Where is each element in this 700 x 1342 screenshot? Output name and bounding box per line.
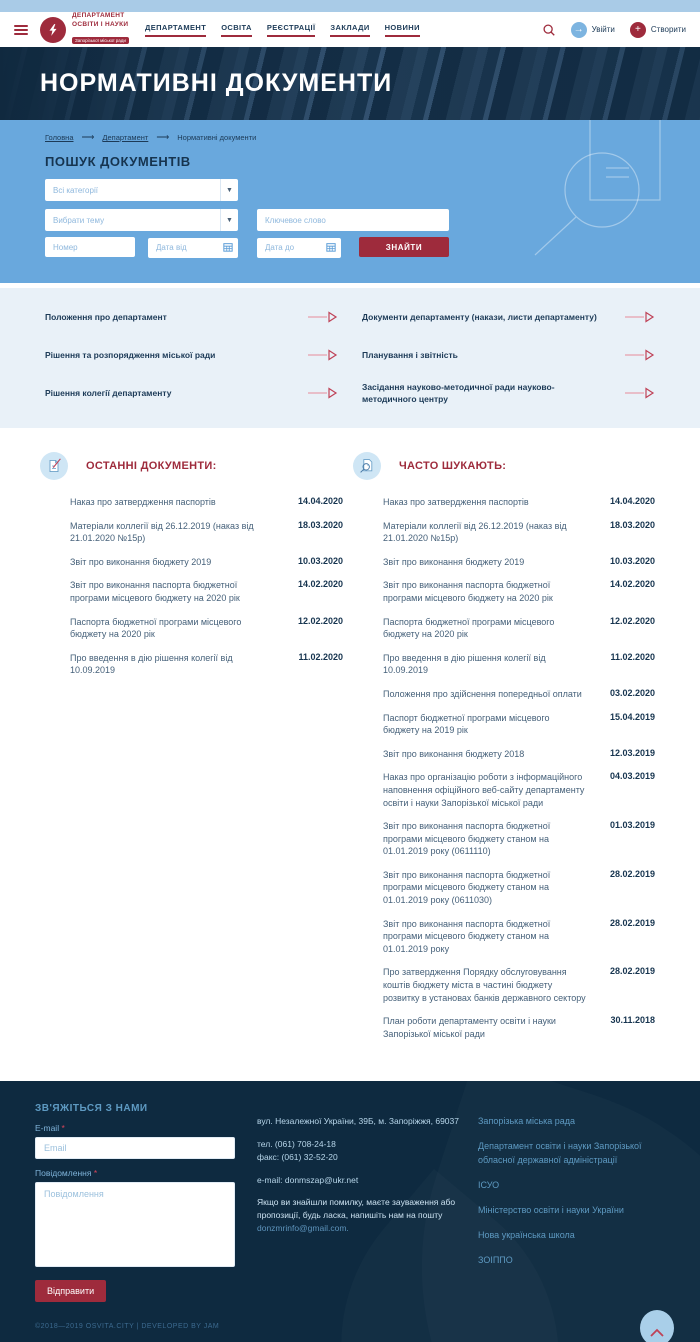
message-field[interactable] [35, 1182, 235, 1267]
login-label: Увійти [591, 25, 615, 34]
number-input[interactable] [45, 237, 135, 257]
contact-info [257, 1103, 462, 1302]
document-date: 03.02.2020 [609, 687, 655, 698]
document-date: 15.04.2019 [609, 711, 655, 722]
document-date: 01.03.2019 [609, 820, 655, 831]
address-line: вул. Незалежної України, 39Б, м. Запоріжжя, 69037 [257, 1116, 459, 1127]
arrow-right-icon [308, 387, 338, 399]
date-from-input[interactable] [148, 238, 238, 258]
document-row[interactable] [383, 748, 655, 761]
document-row[interactable] [383, 556, 655, 569]
logo-line1: ДЕПАРТАМЕНТ [72, 12, 125, 20]
search-title: ПОШУК ДОКУМЕНТІВ [45, 154, 191, 169]
document-date: 12.03.2019 [609, 747, 655, 758]
phone-line: тел. (061) 708-24-18 [257, 1139, 336, 1150]
login-arrow-icon: → [571, 22, 587, 38]
document-title: Звіт про виконання паспорта бюджетної програми місцевого бюджету станом на 01.01.2019 року (0611110) [383, 821, 551, 857]
message-label: Повідомлення * [35, 1168, 98, 1179]
quick-link-label: Документи департаменту (накази, листи департаменту) [362, 311, 597, 322]
document-date: 14.02.2020 [297, 579, 343, 590]
header [0, 12, 700, 47]
document-row[interactable] [383, 820, 655, 858]
login-button[interactable] [571, 22, 615, 38]
quick-link[interactable] [362, 304, 655, 330]
breadcrumb-current: Нормативні документи [177, 133, 257, 142]
document-title: Звіт про виконання паспорта бюджетної програми місцевого бюджету станом на 01.01.2019 року [383, 918, 551, 954]
feedback-note: Якщо ви знайшли помилку, маєте зауваження або пропозиції, будь ласка, напишіть нам на пошту donzmrinfo@gmail.com. [257, 1197, 456, 1233]
chevron-down-icon: ▼ [220, 209, 238, 231]
email-field[interactable] [35, 1137, 235, 1159]
document-title: Паспорта бюджетної програми місцевого бюджету на 2020 рік [383, 616, 555, 640]
nav-item[interactable]: ЗАКЛАДИ [330, 23, 369, 37]
document-title: Матеріали коллегії від 26.12.2019 (наказ від 21.01.2020 №15р) [383, 520, 567, 544]
quick-link[interactable] [362, 380, 655, 406]
plus-icon: + [630, 22, 646, 38]
document-row[interactable] [383, 652, 655, 677]
footer-link[interactable]: Нова українська школа [478, 1229, 575, 1240]
search-section [0, 120, 700, 283]
document-date: 28.02.2019 [609, 917, 655, 928]
document-title: Звіт про виконання паспорта бюджетної програми місцевого бюджету на 2020 рік [70, 580, 240, 603]
top-strip [0, 0, 700, 12]
frequent-documents-list [353, 496, 655, 1040]
frequent-documents-title: ЧАСТО ШУКАЮТЬ: [399, 460, 507, 472]
logo-subtitle: Запорізької міської ради [72, 37, 129, 44]
footer-link[interactable]: Департамент освіти і науки Запорізької обласної державної адміністрації [478, 1141, 642, 1165]
scroll-to-top-button[interactable] [640, 1310, 674, 1342]
quick-link[interactable] [45, 304, 338, 330]
document-row[interactable] [383, 688, 655, 701]
document-date: 12.02.2020 [297, 615, 343, 626]
find-button[interactable]: ЗНАЙТИ [359, 237, 449, 257]
document-title: Звіт про виконання бюджету 2019 [383, 556, 525, 567]
document-row[interactable] [383, 616, 655, 641]
document-date: 11.02.2020 [298, 651, 343, 662]
document-row[interactable] [70, 496, 343, 509]
document-date: 04.03.2019 [609, 771, 655, 782]
arrow-right-icon [308, 311, 338, 323]
document-row[interactable] [383, 1015, 655, 1040]
document-date: 12.02.2020 [609, 615, 655, 626]
logo-bolt-icon [40, 17, 66, 43]
document-title: Звіт про виконання паспорта бюджетної програми місцевого бюджету станом на 01.01.2019 року (0611030) [383, 869, 551, 906]
document-date: 10.03.2020 [609, 555, 655, 566]
document-row[interactable] [70, 579, 343, 604]
logo-line2: ОСВІТИ І НАУКИ [72, 20, 129, 28]
document-date: 28.02.2019 [609, 868, 655, 879]
logo-text [72, 12, 129, 46]
quick-link-label: Засідання науково-методичної ради науково-методичного центру [362, 381, 555, 404]
document-row[interactable] [70, 652, 343, 677]
chevron-up-icon [649, 1328, 665, 1337]
document-date: 14.04.2020 [609, 496, 655, 506]
category-select-value: Всі категорії [53, 185, 98, 195]
document-title: План роботи департаменту освіти і науки Запорізької міської ради [383, 1016, 556, 1039]
category-select[interactable] [45, 179, 238, 201]
arrow-right-icon [625, 311, 655, 323]
arrow-right-icon [625, 387, 655, 399]
arrow-right-icon [625, 349, 655, 361]
keyword-input[interactable] [257, 209, 449, 231]
logo[interactable] [40, 12, 129, 46]
hero-banner [0, 47, 700, 120]
breadcrumb [45, 132, 700, 143]
nav-item[interactable]: РЕЄСТРАЦІЇ [267, 23, 316, 37]
footer [0, 1081, 700, 1342]
quick-link-label: Планування і звітність [362, 349, 458, 360]
document-date: 18.03.2020 [609, 519, 655, 530]
footer-link[interactable]: ЗОІППО [478, 1254, 513, 1265]
menu-icon[interactable] [14, 25, 28, 35]
document-title: Про введення в дію рішення колегії від 10.09.2019 [383, 652, 546, 676]
quick-link-label: Рішення колегії департаменту [45, 387, 172, 398]
recent-documents-list [40, 496, 343, 677]
document-title: Звіт про виконання бюджету 2018 [383, 748, 525, 759]
quick-link[interactable] [45, 342, 338, 368]
footer-link[interactable]: Запорізька міська рада [478, 1116, 576, 1127]
document-title: Матеріали коллегії від 26.12.2019 (наказ від 21.01.2020 №15р) [70, 520, 254, 544]
breadcrumb-arrow-icon: ⟶ [156, 132, 170, 142]
document-search-icon [353, 452, 381, 480]
contact-title: ЗВ'ЯЖІТЬСЯ З НАМИ [35, 1103, 148, 1115]
recent-documents-title: ОСТАННІ ДОКУМЕНТИ: [86, 460, 217, 472]
nav-item[interactable]: ДЕПАРТАМЕНТ [145, 23, 206, 37]
footer-links [478, 1103, 665, 1302]
copyright: ©2018—2019 OSVITA.CITY | DEVELOPED BY JAM [35, 1323, 220, 1331]
fax-line: факс: (061) 32-52-20 [257, 1151, 338, 1162]
document-title: Паспорта бюджетної програми місцевого бюджету на 2020 рік [70, 616, 242, 640]
document-row[interactable] [383, 712, 655, 737]
document-row[interactable] [70, 616, 343, 641]
document-title: Про затвердження Порядку обслуговування коштів бюджету міста в частині бюджету розвитку в установах банків державного сектору [383, 967, 586, 1003]
document-row[interactable] [383, 579, 655, 604]
gmail-link[interactable]: donzmrinfo@gmail.com. [257, 1222, 349, 1233]
document-date: 14.02.2020 [609, 579, 655, 590]
quick-links-section [0, 288, 700, 428]
footer-link[interactable]: Міністерство освіти і науки України [478, 1204, 624, 1215]
date-to-field [257, 237, 341, 258]
date-from-field [148, 237, 238, 258]
topic-select[interactable] [45, 209, 238, 231]
quick-link[interactable] [45, 380, 338, 406]
document-row[interactable] [383, 520, 655, 545]
document-row[interactable] [383, 496, 655, 509]
document-row[interactable] [383, 869, 655, 907]
document-date: 11.02.2020 [610, 651, 655, 662]
phone-fax-block [257, 1138, 462, 1164]
breadcrumb-arrow-icon: ⟶ [81, 132, 95, 142]
document-title: Наказ про затвердження паспортів [383, 497, 529, 507]
create-label: Створити [650, 25, 686, 34]
document-date: 14.04.2020 [297, 496, 343, 506]
magnifier-decoration-icon [472, 120, 672, 283]
email-label: E-mail * [35, 1123, 65, 1134]
document-title: Наказ про організацію роботи з інформаційного наповнення офіційного веб-сайту департаменту освіти і науки Запорізької міської ради [383, 772, 585, 808]
main-nav [145, 23, 420, 37]
documents-section [0, 428, 700, 1081]
arrow-right-icon [308, 349, 338, 361]
document-date: 28.02.2019 [609, 966, 655, 977]
email-link[interactable]: donmszap@ukr.net [284, 1174, 359, 1185]
nav-item[interactable]: ОСВІТА [221, 23, 252, 37]
date-to-input[interactable] [257, 238, 341, 258]
document-title: Про введення в дію рішення колегії від 10.09.2019 [70, 652, 233, 676]
document-row[interactable] [383, 771, 655, 809]
document-date: 18.03.2020 [297, 519, 343, 530]
document-title: Положення про здійснення попередньої оплати [383, 688, 582, 699]
chevron-down-icon: ▼ [220, 179, 238, 201]
email-line: e-mail: donmszap@ukr.net [257, 1174, 359, 1185]
frequent-documents-column [353, 452, 655, 1051]
breadcrumb-department[interactable]: Департамент [102, 133, 149, 142]
quick-link-label: Рішення та розпорядження міської ради [45, 349, 216, 360]
quick-link-label: Положення про департамент [45, 311, 167, 322]
document-title: Звіт про виконання паспорта бюджетної програми місцевого бюджету на 2020 рік [383, 580, 553, 603]
document-date: 10.03.2020 [297, 555, 343, 566]
required-asterisk: * [61, 1123, 65, 1134]
document-title: Паспорт бюджетної програми місцевого бюджету на 2019 рік [383, 712, 550, 736]
topic-select-value: Вибрати тему [53, 215, 105, 225]
document-row[interactable] [383, 918, 655, 956]
document-row[interactable] [70, 520, 343, 545]
breadcrumb-home[interactable]: Головна [45, 133, 74, 142]
recent-documents-column [40, 452, 343, 1051]
document-row[interactable] [383, 966, 655, 1004]
contact-form [35, 1103, 235, 1302]
create-button[interactable] [630, 22, 686, 38]
send-button[interactable]: Відправити [35, 1280, 106, 1302]
document-title: Звіт про виконання бюджету 2019 [70, 556, 212, 567]
quick-link[interactable] [362, 342, 655, 368]
footer-link[interactable]: ІСУО [478, 1179, 500, 1190]
document-pencil-icon [40, 452, 68, 480]
document-title: Наказ про затвердження паспортів [70, 497, 216, 507]
nav-item[interactable]: НОВИНИ [385, 23, 420, 37]
search-icon[interactable] [542, 23, 556, 37]
required-asterisk: * [93, 1168, 98, 1179]
document-date: 30.11.2018 [610, 1015, 655, 1026]
page-title: НОРМАТИВНІ ДОКУМЕНТИ [40, 69, 393, 97]
document-row[interactable] [70, 556, 343, 569]
